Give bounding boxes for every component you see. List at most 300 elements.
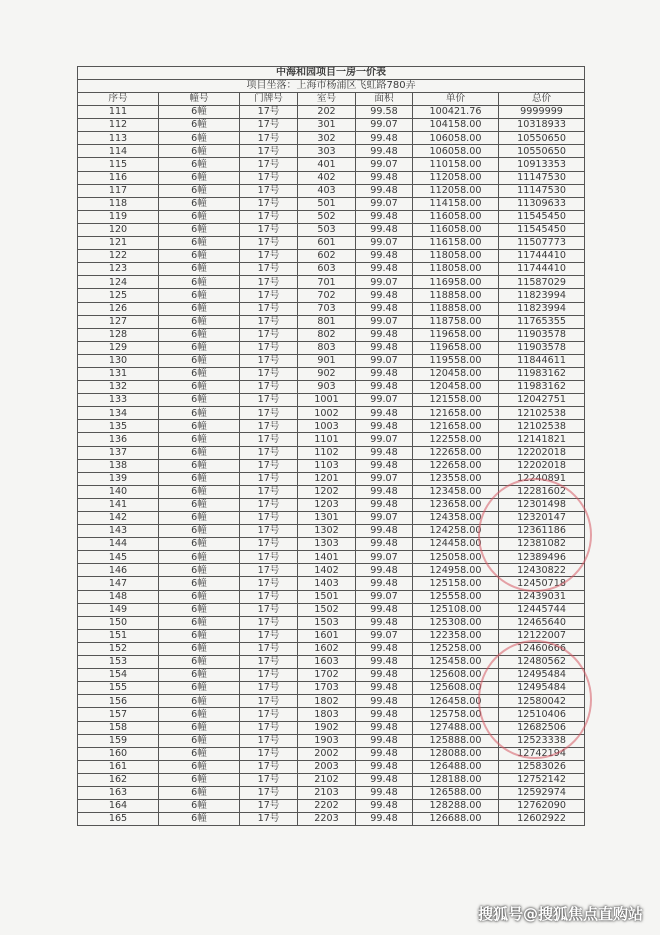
table-cell: 17号 xyxy=(240,616,298,629)
project-location: 项目坐落：上海市杨浦区飞虹路780弄 xyxy=(78,80,585,93)
table-cell: 134 xyxy=(78,407,159,420)
table-cell: 99.48 xyxy=(356,223,413,236)
table-row xyxy=(78,773,585,786)
table-cell: 125458.00 xyxy=(413,656,499,669)
table-cell: 2103 xyxy=(298,786,356,799)
table-cell: 99.48 xyxy=(356,328,413,341)
table-cell: 17号 xyxy=(240,276,298,289)
official-seal xyxy=(478,478,592,592)
table-cell: 99.48 xyxy=(356,132,413,145)
table-cell: 114 xyxy=(78,145,159,158)
table-cell: 601 xyxy=(298,237,356,250)
table-cell: 17号 xyxy=(240,669,298,682)
table-cell: 123 xyxy=(78,263,159,276)
table-cell: 503 xyxy=(298,223,356,236)
table-cell: 1403 xyxy=(298,577,356,590)
table-cell: 11844611 xyxy=(499,354,585,367)
table-cell: 6幢 xyxy=(159,433,240,446)
table-cell: 161 xyxy=(78,760,159,773)
table-cell: 130 xyxy=(78,354,159,367)
table-cell: 99.48 xyxy=(356,734,413,747)
table-cell: 113 xyxy=(78,132,159,145)
table-cell: 17号 xyxy=(240,734,298,747)
table-cell: 1301 xyxy=(298,512,356,525)
table-cell: 17号 xyxy=(240,302,298,315)
table-row xyxy=(78,459,585,472)
table-cell: 152 xyxy=(78,642,159,655)
table-cell: 163 xyxy=(78,786,159,799)
table-cell: 11744410 xyxy=(499,263,585,276)
table-cell: 119 xyxy=(78,210,159,223)
table-cell: 1002 xyxy=(298,407,356,420)
table-cell: 139 xyxy=(78,472,159,485)
table-cell: 127488.00 xyxy=(413,721,499,734)
table-cell: 99.07 xyxy=(356,237,413,250)
table-cell: 99.07 xyxy=(356,629,413,642)
table-cell: 12583026 xyxy=(499,760,585,773)
table-cell: 12450718 xyxy=(499,577,585,590)
table-cell: 99.48 xyxy=(356,786,413,799)
table-cell: 125108.00 xyxy=(413,603,499,616)
table-cell: 116158.00 xyxy=(413,237,499,250)
table-cell: 12480562 xyxy=(499,656,585,669)
table-row xyxy=(78,106,585,119)
table-cell: 17号 xyxy=(240,341,298,354)
table-cell: 141 xyxy=(78,498,159,511)
table-cell: 1502 xyxy=(298,603,356,616)
table-cell: 17号 xyxy=(240,394,298,407)
table-cell: 99.48 xyxy=(356,616,413,629)
table-cell: 122658.00 xyxy=(413,459,499,472)
table-cell: 6幢 xyxy=(159,564,240,577)
table-cell: 302 xyxy=(298,132,356,145)
table-cell: 403 xyxy=(298,184,356,197)
table-row xyxy=(78,367,585,380)
table-cell: 6幢 xyxy=(159,682,240,695)
table-cell: 99.48 xyxy=(356,669,413,682)
table-cell: 116 xyxy=(78,171,159,184)
table-cell: 99.48 xyxy=(356,250,413,263)
table-cell: 12102538 xyxy=(499,407,585,420)
table-cell: 146 xyxy=(78,564,159,577)
table-row xyxy=(78,394,585,407)
table-cell: 502 xyxy=(298,210,356,223)
table-cell: 11545450 xyxy=(499,223,585,236)
table-row xyxy=(78,328,585,341)
table-cell: 1302 xyxy=(298,525,356,538)
table-cell: 123558.00 xyxy=(413,472,499,485)
table-cell: 99.48 xyxy=(356,721,413,734)
table-cell: 99.48 xyxy=(356,603,413,616)
table-cell: 128088.00 xyxy=(413,747,499,760)
table-cell: 1702 xyxy=(298,669,356,682)
table-cell: 119658.00 xyxy=(413,328,499,341)
table-cell: 99.48 xyxy=(356,682,413,695)
table-cell: 99.48 xyxy=(356,577,413,590)
table-cell: 11147530 xyxy=(499,184,585,197)
table-cell: 124958.00 xyxy=(413,564,499,577)
table-cell: 6幢 xyxy=(159,669,240,682)
table-row xyxy=(78,786,585,799)
table-cell: 125758.00 xyxy=(413,708,499,721)
table-cell: 99.48 xyxy=(356,289,413,302)
table-cell: 9999999 xyxy=(499,106,585,119)
table-title: 中海和园项目一房一价表 xyxy=(78,67,585,80)
table-cell: 17号 xyxy=(240,433,298,446)
table-cell: 159 xyxy=(78,734,159,747)
table-cell: 12523338 xyxy=(499,734,585,747)
table-cell: 17号 xyxy=(240,420,298,433)
table-row xyxy=(78,197,585,210)
table-cell: 12510406 xyxy=(499,708,585,721)
table-cell: 6幢 xyxy=(159,210,240,223)
table-cell: 99.07 xyxy=(356,551,413,564)
table-cell: 17号 xyxy=(240,813,298,826)
table-cell: 17号 xyxy=(240,132,298,145)
table-cell: 99.48 xyxy=(356,642,413,655)
table-cell: 148 xyxy=(78,590,159,603)
table-cell: 401 xyxy=(298,158,356,171)
table-cell: 1003 xyxy=(298,420,356,433)
table-cell: 17号 xyxy=(240,472,298,485)
table-cell: 1602 xyxy=(298,642,356,655)
table-cell: 6幢 xyxy=(159,577,240,590)
table-cell: 125158.00 xyxy=(413,577,499,590)
table-cell: 140 xyxy=(78,485,159,498)
table-cell: 6幢 xyxy=(159,184,240,197)
table-cell: 12430822 xyxy=(499,564,585,577)
table-cell: 122658.00 xyxy=(413,446,499,459)
table-cell: 6幢 xyxy=(159,459,240,472)
table-cell: 12141821 xyxy=(499,433,585,446)
table-cell: 106058.00 xyxy=(413,145,499,158)
table-cell: 125888.00 xyxy=(413,734,499,747)
table-cell: 17号 xyxy=(240,106,298,119)
table-cell: 1501 xyxy=(298,590,356,603)
table-cell: 6幢 xyxy=(159,800,240,813)
table-cell: 6幢 xyxy=(159,590,240,603)
table-cell: 17号 xyxy=(240,656,298,669)
table-cell: 11587029 xyxy=(499,276,585,289)
table-cell: 17号 xyxy=(240,721,298,734)
table-row xyxy=(78,210,585,223)
table-cell: 12301498 xyxy=(499,498,585,511)
table-cell: 122 xyxy=(78,250,159,263)
table-cell: 99.07 xyxy=(356,394,413,407)
table-cell: 6幢 xyxy=(159,525,240,538)
table-cell: 1903 xyxy=(298,734,356,747)
table-cell: 17号 xyxy=(240,223,298,236)
table-cell: 116058.00 xyxy=(413,210,499,223)
table-cell: 99.07 xyxy=(356,276,413,289)
table-cell: 99.48 xyxy=(356,459,413,472)
table-cell: 1902 xyxy=(298,721,356,734)
table-cell: 17号 xyxy=(240,642,298,655)
table-cell: 10550650 xyxy=(499,132,585,145)
table-cell: 106058.00 xyxy=(413,132,499,145)
header-row xyxy=(78,93,585,106)
table-cell: 144 xyxy=(78,538,159,551)
table-cell: 17号 xyxy=(240,354,298,367)
table-cell: 126458.00 xyxy=(413,695,499,708)
table-cell: 99.07 xyxy=(356,433,413,446)
table-cell: 2202 xyxy=(298,800,356,813)
table-cell: 99.48 xyxy=(356,145,413,158)
table-cell: 120458.00 xyxy=(413,367,499,380)
table-cell: 6幢 xyxy=(159,472,240,485)
table-row xyxy=(78,158,585,171)
table-cell: 801 xyxy=(298,315,356,328)
table-cell: 17号 xyxy=(240,577,298,590)
table-cell: 118758.00 xyxy=(413,315,499,328)
table-cell: 1103 xyxy=(298,459,356,472)
table-cell: 118 xyxy=(78,197,159,210)
table-cell: 129 xyxy=(78,341,159,354)
table-cell: 6幢 xyxy=(159,773,240,786)
table-cell: 1402 xyxy=(298,564,356,577)
table-row xyxy=(78,302,585,315)
table-cell: 701 xyxy=(298,276,356,289)
table-cell: 124 xyxy=(78,276,159,289)
table-cell: 2102 xyxy=(298,773,356,786)
table-cell: 903 xyxy=(298,381,356,394)
table-cell: 125 xyxy=(78,289,159,302)
table-cell: 6幢 xyxy=(159,603,240,616)
table-cell: 126 xyxy=(78,302,159,315)
table-cell: 125308.00 xyxy=(413,616,499,629)
table-cell: 17号 xyxy=(240,773,298,786)
table-cell: 6幢 xyxy=(159,407,240,420)
table-cell: 6幢 xyxy=(159,721,240,734)
table-cell: 6幢 xyxy=(159,197,240,210)
table-cell: 17号 xyxy=(240,708,298,721)
table-cell: 128188.00 xyxy=(413,773,499,786)
table-cell: 138 xyxy=(78,459,159,472)
table-cell: 6幢 xyxy=(159,367,240,380)
table-cell: 1201 xyxy=(298,472,356,485)
table-cell: 17号 xyxy=(240,289,298,302)
table-cell: 17号 xyxy=(240,263,298,276)
header-cell: 单价 xyxy=(413,93,499,106)
table-cell: 12762090 xyxy=(499,800,585,813)
table-cell: 143 xyxy=(78,525,159,538)
table-row xyxy=(78,341,585,354)
table-cell: 111 xyxy=(78,106,159,119)
table-cell: 901 xyxy=(298,354,356,367)
table-row xyxy=(78,800,585,813)
table-cell: 11309633 xyxy=(499,197,585,210)
table-cell: 6幢 xyxy=(159,786,240,799)
table-cell: 118058.00 xyxy=(413,263,499,276)
table-cell: 99.48 xyxy=(356,773,413,786)
table-cell: 119658.00 xyxy=(413,341,499,354)
table-cell: 17号 xyxy=(240,760,298,773)
table-cell: 6幢 xyxy=(159,747,240,760)
table-cell: 11903578 xyxy=(499,328,585,341)
table-row xyxy=(78,760,585,773)
table-cell: 99.48 xyxy=(356,420,413,433)
table-cell: 17号 xyxy=(240,328,298,341)
header-cell: 总价 xyxy=(499,93,585,106)
table-cell: 602 xyxy=(298,250,356,263)
table-cell: 99.48 xyxy=(356,485,413,498)
table-cell: 6幢 xyxy=(159,485,240,498)
table-cell: 118858.00 xyxy=(413,302,499,315)
table-cell: 104158.00 xyxy=(413,119,499,132)
table-cell: 802 xyxy=(298,328,356,341)
table-row xyxy=(78,237,585,250)
table-cell: 12465640 xyxy=(499,616,585,629)
table-cell: 12460666 xyxy=(499,642,585,655)
table-row xyxy=(78,263,585,276)
table-cell: 12042751 xyxy=(499,394,585,407)
table-cell: 112058.00 xyxy=(413,171,499,184)
table-cell: 11744410 xyxy=(499,250,585,263)
table-cell: 6幢 xyxy=(159,760,240,773)
table-cell: 154 xyxy=(78,669,159,682)
header-cell: 门牌号 xyxy=(240,93,298,106)
table-cell: 6幢 xyxy=(159,171,240,184)
table-cell: 6幢 xyxy=(159,315,240,328)
table-cell: 12122007 xyxy=(499,629,585,642)
table-cell: 99.48 xyxy=(356,381,413,394)
table-cell: 99.48 xyxy=(356,210,413,223)
table-cell: 124258.00 xyxy=(413,525,499,538)
table-cell: 6幢 xyxy=(159,237,240,250)
table-cell: 120458.00 xyxy=(413,381,499,394)
table-cell: 6幢 xyxy=(159,656,240,669)
table-cell: 99.48 xyxy=(356,800,413,813)
table-cell: 121658.00 xyxy=(413,420,499,433)
table-cell: 6幢 xyxy=(159,223,240,236)
table-cell: 153 xyxy=(78,656,159,669)
table-cell: 17号 xyxy=(240,564,298,577)
table-cell: 10913353 xyxy=(499,158,585,171)
table-cell: 12381082 xyxy=(499,538,585,551)
table-cell: 11823994 xyxy=(499,289,585,302)
table-cell: 162 xyxy=(78,773,159,786)
table-cell: 6幢 xyxy=(159,341,240,354)
table-cell: 128 xyxy=(78,328,159,341)
table-cell: 155 xyxy=(78,682,159,695)
table-cell: 17号 xyxy=(240,590,298,603)
table-cell: 99.07 xyxy=(356,119,413,132)
table-cell: 11823994 xyxy=(499,302,585,315)
table-cell: 99.48 xyxy=(356,564,413,577)
table-row xyxy=(78,354,585,367)
table-cell: 99.07 xyxy=(356,354,413,367)
table-cell: 2203 xyxy=(298,813,356,826)
table-cell: 12682506 xyxy=(499,721,585,734)
table-cell: 6幢 xyxy=(159,642,240,655)
table-cell: 703 xyxy=(298,302,356,315)
table-cell: 17号 xyxy=(240,381,298,394)
table-cell: 17号 xyxy=(240,603,298,616)
table-row xyxy=(78,813,585,826)
table-cell: 11507773 xyxy=(499,237,585,250)
table-cell: 17号 xyxy=(240,629,298,642)
table-row xyxy=(78,145,585,158)
table-cell: 6幢 xyxy=(159,551,240,564)
table-cell: 122358.00 xyxy=(413,629,499,642)
table-cell: 6幢 xyxy=(159,446,240,459)
table-cell: 902 xyxy=(298,367,356,380)
table-cell: 6幢 xyxy=(159,276,240,289)
official-seal xyxy=(478,640,592,759)
table-cell: 121 xyxy=(78,237,159,250)
table-cell: 147 xyxy=(78,577,159,590)
table-cell: 6幢 xyxy=(159,354,240,367)
table-cell: 122558.00 xyxy=(413,433,499,446)
table-cell: 17号 xyxy=(240,210,298,223)
table-row xyxy=(78,171,585,184)
table-cell: 1102 xyxy=(298,446,356,459)
table-cell: 12202018 xyxy=(499,459,585,472)
table-cell: 99.07 xyxy=(356,197,413,210)
header-cell: 面积 xyxy=(356,93,413,106)
table-cell: 126488.00 xyxy=(413,760,499,773)
table-cell: 11983162 xyxy=(499,381,585,394)
table-cell: 6幢 xyxy=(159,289,240,302)
table-cell: 303 xyxy=(298,145,356,158)
table-cell: 99.07 xyxy=(356,158,413,171)
table-cell: 17号 xyxy=(240,407,298,420)
table-cell: 99.48 xyxy=(356,813,413,826)
table-cell: 1803 xyxy=(298,708,356,721)
table-cell: 118858.00 xyxy=(413,289,499,302)
table-cell: 99.48 xyxy=(356,184,413,197)
table-row xyxy=(78,132,585,145)
table-cell: 12102538 xyxy=(499,420,585,433)
table-cell: 114158.00 xyxy=(413,197,499,210)
table-cell: 157 xyxy=(78,708,159,721)
table-cell: 1703 xyxy=(298,682,356,695)
table-row xyxy=(78,603,585,616)
table-cell: 12445744 xyxy=(499,603,585,616)
table-row xyxy=(78,315,585,328)
table-row xyxy=(78,433,585,446)
table-row xyxy=(78,289,585,302)
table-cell: 110158.00 xyxy=(413,158,499,171)
table-cell: 1001 xyxy=(298,394,356,407)
table-row xyxy=(78,223,585,236)
table-cell: 6幢 xyxy=(159,498,240,511)
table-cell: 6幢 xyxy=(159,420,240,433)
table-cell: 99.48 xyxy=(356,171,413,184)
header-cell: 序号 xyxy=(78,93,159,106)
table-cell: 160 xyxy=(78,747,159,760)
table-cell: 99.07 xyxy=(356,590,413,603)
table-cell: 11765355 xyxy=(499,315,585,328)
table-cell: 6幢 xyxy=(159,381,240,394)
table-cell: 125608.00 xyxy=(413,669,499,682)
table-cell: 126588.00 xyxy=(413,786,499,799)
table-cell: 116058.00 xyxy=(413,223,499,236)
table-cell: 132 xyxy=(78,381,159,394)
table-cell: 125058.00 xyxy=(413,551,499,564)
table-cell: 112058.00 xyxy=(413,184,499,197)
table-cell: 12281602 xyxy=(499,485,585,498)
table-cell: 117 xyxy=(78,184,159,197)
table-cell: 12742194 xyxy=(499,747,585,760)
table-cell: 125608.00 xyxy=(413,682,499,695)
table-cell: 1303 xyxy=(298,538,356,551)
table-cell: 99.48 xyxy=(356,525,413,538)
table-cell: 11903578 xyxy=(499,341,585,354)
table-cell: 116958.00 xyxy=(413,276,499,289)
table-cell: 115 xyxy=(78,158,159,171)
table-cell: 149 xyxy=(78,603,159,616)
